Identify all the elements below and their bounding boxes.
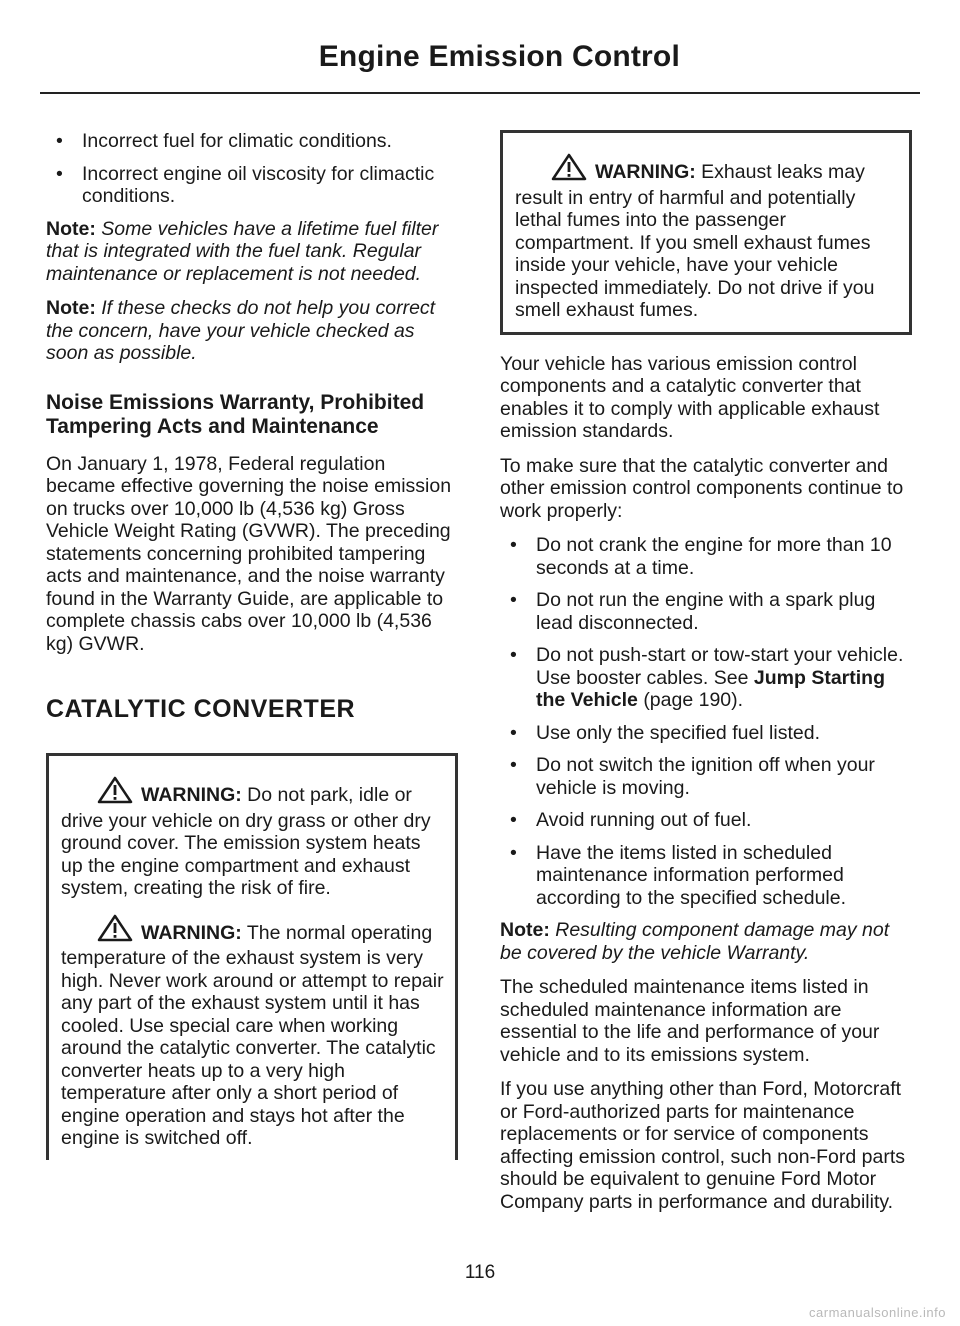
note-text: Resulting component damage may not be covered by the vehicle Warranty. (500, 919, 890, 964)
list-item: • Incorrect fuel for climatic conditions. (46, 130, 458, 153)
warning-label: WARNING: (141, 921, 242, 944)
paragraph: To make sure that the catalytic converter and other emission control components continue to work properly: (500, 454, 904, 522)
list-item: • Do not run the engine with a spark plug lead disconnected. (500, 589, 912, 634)
paragraph: Your vehicle has various emission control components and a catalytic converter that enables it to comply with applicable exhaust emission standards. (500, 352, 880, 442)
note-label: Note: (46, 297, 96, 319)
warning (61, 776, 445, 900)
paragraph: If you use anything other than Ford, Motorcraft or Ford-authorized parts for maintenance replacements or for service of components affecting emission control, such non-Ford parts should be equivalent to genuine Ford Motor Company parts in performance and durability. (500, 1078, 906, 1213)
warning (61, 914, 445, 1150)
warning-text: The normal operating temperature of the exhaust system is very high. Never work around or attempt to repair any part of the exhaust system until it has cooled. Use special care when working around the catalytic converter. The catalytic converter heats up to a very high temperature after only a short period of engine operation and stays hot after the engine is switched off. (61, 921, 444, 1149)
list-item: • Do not crank the engine for more than 10 seconds at a time. (500, 534, 912, 579)
jump-starting-link[interactable]: Jump Starting the Vehicle (536, 666, 885, 711)
list-item: • Avoid running out of fuel. (500, 809, 912, 832)
note (46, 297, 458, 365)
note (500, 919, 912, 964)
watermark: carmanualsonline.info (809, 1305, 946, 1320)
warning-label: WARNING: (595, 161, 696, 183)
warning-label: WARNING: (141, 784, 242, 806)
warning-triangle-icon (97, 776, 133, 810)
list-item (500, 644, 912, 712)
page-title: Engine Emission Control (318, 40, 680, 73)
note-text: Some vehicles have a lifetime fuel filter that is integrated with the fuel tank. Regular maintenance or replacement is not needed. (46, 217, 439, 285)
warning-text: Do not park, idle or drive your vehicle on dry grass or other dry ground cover. The emission system heats up the engine compartment and exhaust system, creating the risk of fire. (61, 784, 431, 899)
list-item: • Have the items listed in scheduled maintenance information performed according to the specified schedule. (500, 842, 912, 910)
note-text: If these checks do not help you correct the concern, have your vehicle checked as soon as possible. (46, 297, 436, 364)
xref-prefix: See (713, 666, 749, 689)
right-column (500, 130, 912, 1225)
paragraph: The scheduled maintenance items listed in scheduled maintenance information are essential to the life and performance of your vehicle and to its emissions system. (500, 976, 880, 1066)
header-divider (40, 92, 920, 94)
list-item-text: Do not push-start or tow-start your vehicle. Use booster cables. (536, 644, 904, 689)
note-label: Note: (46, 217, 96, 240)
warning-triangle-icon (551, 153, 587, 187)
left-column (46, 130, 458, 1178)
xref-page: (page 190). (643, 689, 744, 711)
noise-warranty-heading: Noise Emissions Warranty, Prohibited Tampering Acts and Maintenance (46, 390, 425, 438)
noise-warranty-paragraph: On January 1, 1978, Federal regulation became effective governing the noise emission on trucks over 10,000 lb (4,536 kg) Gross Vehicle Weight Rating (GVWR). The preceding statements concerning prohibited tampering acts and maintenance, and the noise warranty found in the Warranty Guide, are applicable to complete chassis cabs over 10,000 lb (4,536 kg) GVWR. (46, 452, 452, 655)
list-item: • Use only the specified fuel listed. (500, 722, 912, 745)
list-item: • Incorrect engine oil viscosity for climactic conditions. (46, 163, 458, 208)
list-item: • Do not switch the ignition off when your vehicle is moving. (500, 754, 912, 799)
note (46, 218, 458, 286)
page-number: 116 (464, 1262, 496, 1283)
note-label: Note: (500, 919, 550, 941)
warning-box (500, 130, 912, 335)
warning (515, 153, 899, 322)
warning-box (46, 753, 458, 1160)
section-heading: CATALYTIC CONVERTER (46, 695, 356, 723)
warning-text: Exhaust leaks may result in entry of harmful and potentially lethal fumes into the passenger compartment. If you smell exhaust fumes inside your vehicle, have your vehicle inspected immediately. Do not drive if you smell exhaust fumes. (515, 161, 875, 321)
warning-triangle-icon (97, 914, 133, 948)
